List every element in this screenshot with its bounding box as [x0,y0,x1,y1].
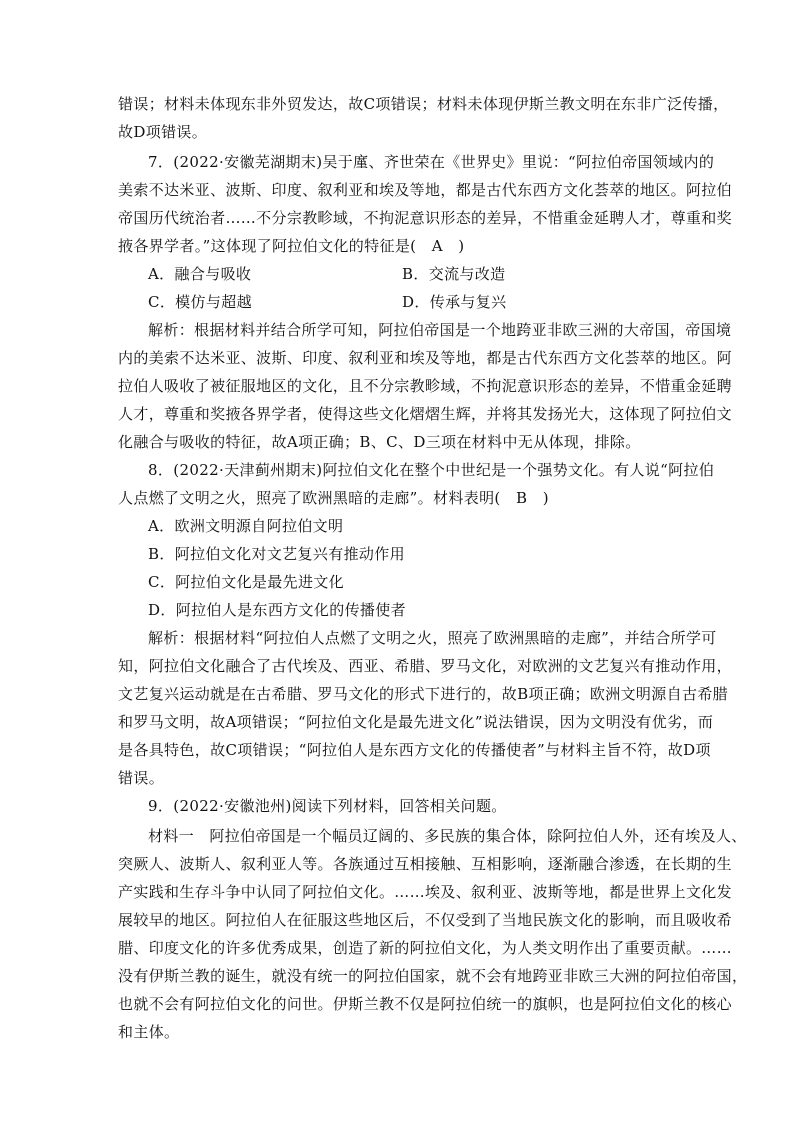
text-line: 没有伊斯兰教的诞生，就没有统一的阿拉伯国家，就不会有地跨亚非欧三大洲的阿拉伯帝国， [118,967,748,985]
text-line: 知，阿拉伯文化融合了古代埃及、西亚、希腊、罗马文化，对欧洲的文艺复兴有推动作用， [118,657,733,675]
text-line: 文艺复兴运动就是在古希腊、罗马文化的形式下进行的，故B项正确；欧洲文明源自古希腊 [118,685,729,703]
question-8-option-a: A．欧洲文明源自阿拉伯文明 [148,517,344,535]
question-8-option-d: D．阿拉伯人是东西方文化的传播使者 [148,601,406,619]
text-line: 是各具特色，故C项错误；“阿拉伯人是东西方文化的传播使者”与材料主旨不符，故D项 [118,741,711,759]
text-line: 突厥人、波斯人、叙利亚人等。各族通过互相接触、互相影响，逐渐融合渗透，在长期的生 [118,855,733,873]
text-line: 人点燃了文明之火，照亮了欧洲黑暗的走廊”。材料表明( B ) [118,489,549,507]
text-line: 帝国历代统治者……不分宗教畛域，不拘泥意识形态的差异，不惜重金延聘人才，尊重和奖 [118,209,733,227]
text-line: 掖各界学者。”这体现了阿拉伯文化的特征是( A ) [118,237,465,255]
text-line: 腊、印度文化的许多优秀成果，创造了新的阿拉伯文化，为人类文明作出了重要贡献。…… [118,939,733,957]
text-line: 内的美索不达米亚、波斯、印度、叙利亚和埃及等地，都是古代东西方文化荟萃的地区。阿 [118,349,733,367]
text-line: 和罗马文明，故A项错误；“阿拉伯文化是最先进文化”说法错误，因为文明没有优劣，而 [118,713,714,731]
question-8-option-b: B．阿拉伯文化对文艺复兴有推动作用 [148,545,405,563]
text-line: 人才，尊重和奖掖各界学者，使得这些文化熠熠生辉，并将其发扬光大，这体现了阿拉伯文 [118,405,733,423]
question-9-stem: 9．(2022·安徽池州)阅读下列材料，回答相关问题。 [148,797,507,815]
material-1: 材料一 阿拉伯帝国是一个幅员辽阔的、多民族的集合体，除阿拉伯人外，还有埃及人、 [148,827,747,845]
text-line: 展较早的地区。阿拉伯人在征服这些地区后，不仅受到了当地民族文化的影响，而且吸收希 [118,911,733,929]
question-8-analysis: 解析：根据材料“阿拉伯人点燃了文明之火，照亮了欧洲黑暗的走廊”，并结合所学可 [148,629,717,647]
question-7-analysis: 解析：根据材料并结合所学可知，阿拉伯帝国是一个地跨亚非欧三洲的大帝国，帝国境 [148,321,732,339]
text-line: 美索不达米亚、波斯、印度、叙利亚和埃及等地，都是古代东西方文化荟萃的地区。阿拉伯 [118,181,733,199]
question-7-option-d: D．传承与复兴 [402,293,507,311]
text-line: 产实践和生存斗争中认同了阿拉伯文化。……埃及、叙利亚、波斯等地，都是世界上文化发 [118,883,733,901]
text-line: 也就不会有阿拉伯文化的问世。伊斯兰教不仅是阿拉伯统一的旗帜，也是阿拉伯文化的核心 [118,995,733,1013]
text-line: 和主体。 [118,1023,180,1041]
question-7-option-a: A．融合与吸收 [148,265,252,283]
text-line: 化融合与吸收的特征，故A项正确；B、C、D三项在材料中无从体现，排除。 [118,433,641,451]
text-line: 错误。 [118,769,165,787]
question-7-stem: 7．(2022·安徽芜湖期末)吴于廑、齐世荣在《世界史》里说：“阿拉伯帝国领域内的 [148,153,715,171]
question-7-option-b: B．交流与改造 [402,265,506,283]
text-line: 错误；材料未体现东非外贸发达，故C项错误；材料未体现伊斯兰教文明在东非广泛传播， [118,95,729,113]
question-7-option-c: C．模仿与超越 [148,293,252,311]
question-8-stem: 8．(2022·天津蓟州期末)阿拉伯文化在整个中世纪是一个强势文化。有人说“阿拉伯 [148,461,715,479]
text-line: 故D项错误。 [118,123,208,141]
text-line: 拉伯人吸收了被征服地区的文化，且不分宗教畛域，不拘泥意识形态的差异，不惜重金延聘 [118,377,733,395]
question-8-option-c: C．阿拉伯文化是最先进文化 [148,573,345,591]
